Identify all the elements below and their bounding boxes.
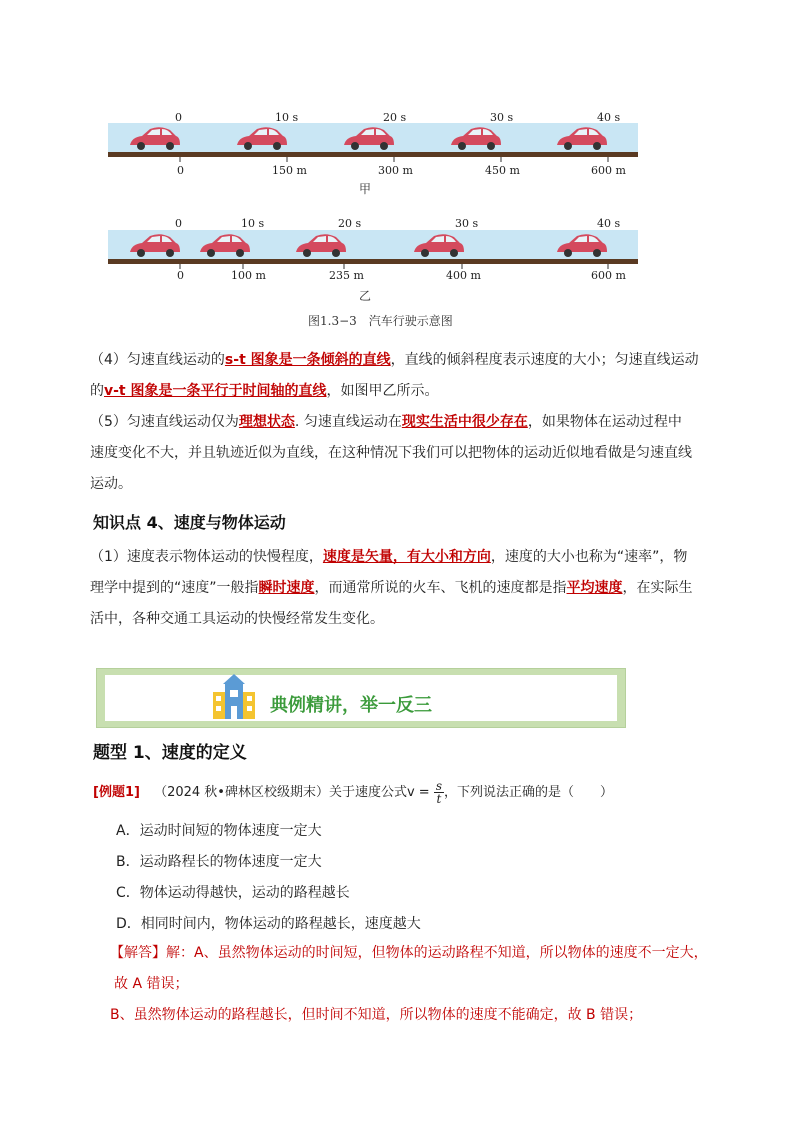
text: （1）速度表示物体运动的快慢程度， xyxy=(90,549,323,565)
distance-label: 400 m xyxy=(446,269,481,282)
question-text: （2024 秋•碑林区校级期末）关于速度公式v = xyxy=(154,785,430,800)
question-text: ，下列说法正确的是（ ） xyxy=(444,785,614,800)
highlight: v-t 图象是一条平行于时间轴的直线 xyxy=(104,383,327,399)
time-label: 40 s xyxy=(597,217,621,230)
answer-text: 解：A、虽然物体运动的时间短，但物体的运动路程不知道，所以物体的速度不一定大， xyxy=(166,945,708,961)
highlight: s-t 图象是一条倾斜的直线 xyxy=(224,352,391,368)
distance-label: 450 m xyxy=(485,164,520,177)
paragraph-1 xyxy=(90,542,710,635)
sky-strip-2 xyxy=(108,230,638,264)
option-d[interactable]: D．相同时间内，物体运动的路程越长，速度越大 xyxy=(116,916,421,932)
paragraph-5 xyxy=(90,407,710,500)
distance-label: 0 xyxy=(177,164,184,177)
example-label: [例题1] xyxy=(93,785,140,800)
section-heading: 知识点 4、速度与物体运动 xyxy=(93,513,286,532)
example-question xyxy=(93,780,613,805)
banner-title: 典例精讲，举一反三 xyxy=(270,695,432,716)
formula-denominator: t xyxy=(436,792,442,806)
time-label: 30 s xyxy=(490,111,514,124)
highlight: 平均速度 xyxy=(566,580,623,596)
distance-label: 300 m xyxy=(378,164,413,177)
time-label: 0 xyxy=(175,111,182,124)
answer-label: 【解答】 xyxy=(110,945,166,961)
text: ，如图甲乙所示。 xyxy=(326,383,439,399)
text: 理学中提到的“速度”一般指 xyxy=(90,580,259,596)
text: （4）匀速直线运动的 xyxy=(90,352,225,368)
answer-text: B、虽然物体运动的路程越长，但时间不知道，所以物体的速度不能确定，故 B 错误； xyxy=(110,1007,643,1023)
road-1 xyxy=(108,152,638,157)
highlight: 瞬时速度 xyxy=(258,580,315,596)
text: 速度变化不大，并且轨迹近似为直线，在这种情况下我们可以把物体的运动近似地看做是匀速直线 xyxy=(90,445,692,461)
answer-text: 故 A 错误； xyxy=(114,976,189,992)
panel-label-jia: 甲 xyxy=(359,182,372,196)
option-a[interactable]: A．运动时间短的物体速度一定大 xyxy=(116,823,322,839)
distance-label: 600 m xyxy=(591,164,626,177)
text: （5）匀速直线运动仅为 xyxy=(90,414,239,430)
formula-numerator: s xyxy=(435,779,442,793)
text: 活中，各种交通工具运动的快慢经常发生变化。 xyxy=(90,611,384,627)
school-building-icon xyxy=(211,674,257,720)
time-label: 0 xyxy=(175,217,182,230)
answer-block xyxy=(110,938,720,1031)
time-label: 20 s xyxy=(383,111,407,124)
distance-label: 150 m xyxy=(272,164,307,177)
time-label: 20 s xyxy=(338,217,362,230)
highlight: 现实生活中很少存在 xyxy=(401,414,528,430)
text: ，如果物体在运动过程中 xyxy=(527,414,682,430)
text: ，在实际生 xyxy=(622,580,693,596)
time-labels-2 xyxy=(175,217,620,230)
distance-label: 600 m xyxy=(591,269,626,282)
panel-label-yi: 乙 xyxy=(359,289,372,303)
text: ，速度的大小也称为“速率”，物 xyxy=(490,549,688,565)
distance-label: 100 m xyxy=(231,269,266,282)
time-label: 10 s xyxy=(241,217,265,230)
velocity-formula xyxy=(434,780,444,805)
distance-label: 235 m xyxy=(329,269,364,282)
option-c[interactable]: C．物体运动得越快，运动的路程越长 xyxy=(116,885,350,901)
text: ，直线的倾斜程度表示速度的大小；匀速直线运动 xyxy=(390,352,699,368)
time-label: 30 s xyxy=(455,217,479,230)
distance-labels-2 xyxy=(177,269,626,282)
highlight: 理想状态 xyxy=(238,414,295,430)
highlight: 速度是矢量，有大小和方向 xyxy=(322,549,491,565)
time-label: 40 s xyxy=(597,111,621,124)
paragraph-4 xyxy=(90,345,710,407)
text: 运动。 xyxy=(90,476,132,492)
question-type-heading: 题型 1、速度的定义 xyxy=(93,743,247,763)
text: . 匀速直线运动在 xyxy=(294,414,402,430)
tick-marks-1 xyxy=(180,157,608,162)
time-label: 10 s xyxy=(275,111,299,124)
text: ，而通常所说的火车、飞机的速度都是指 xyxy=(314,580,567,596)
text: 的 xyxy=(90,383,104,399)
distance-labels-1 xyxy=(177,164,626,177)
car-motion-figure xyxy=(100,106,645,336)
distance-label: 0 xyxy=(177,269,184,282)
road-2 xyxy=(108,259,638,264)
option-b[interactable]: B．运动路程长的物体速度一定大 xyxy=(116,854,322,870)
time-labels-1 xyxy=(175,111,620,124)
figure-caption: 图1.3−3 汽车行驶示意图 xyxy=(308,314,453,328)
